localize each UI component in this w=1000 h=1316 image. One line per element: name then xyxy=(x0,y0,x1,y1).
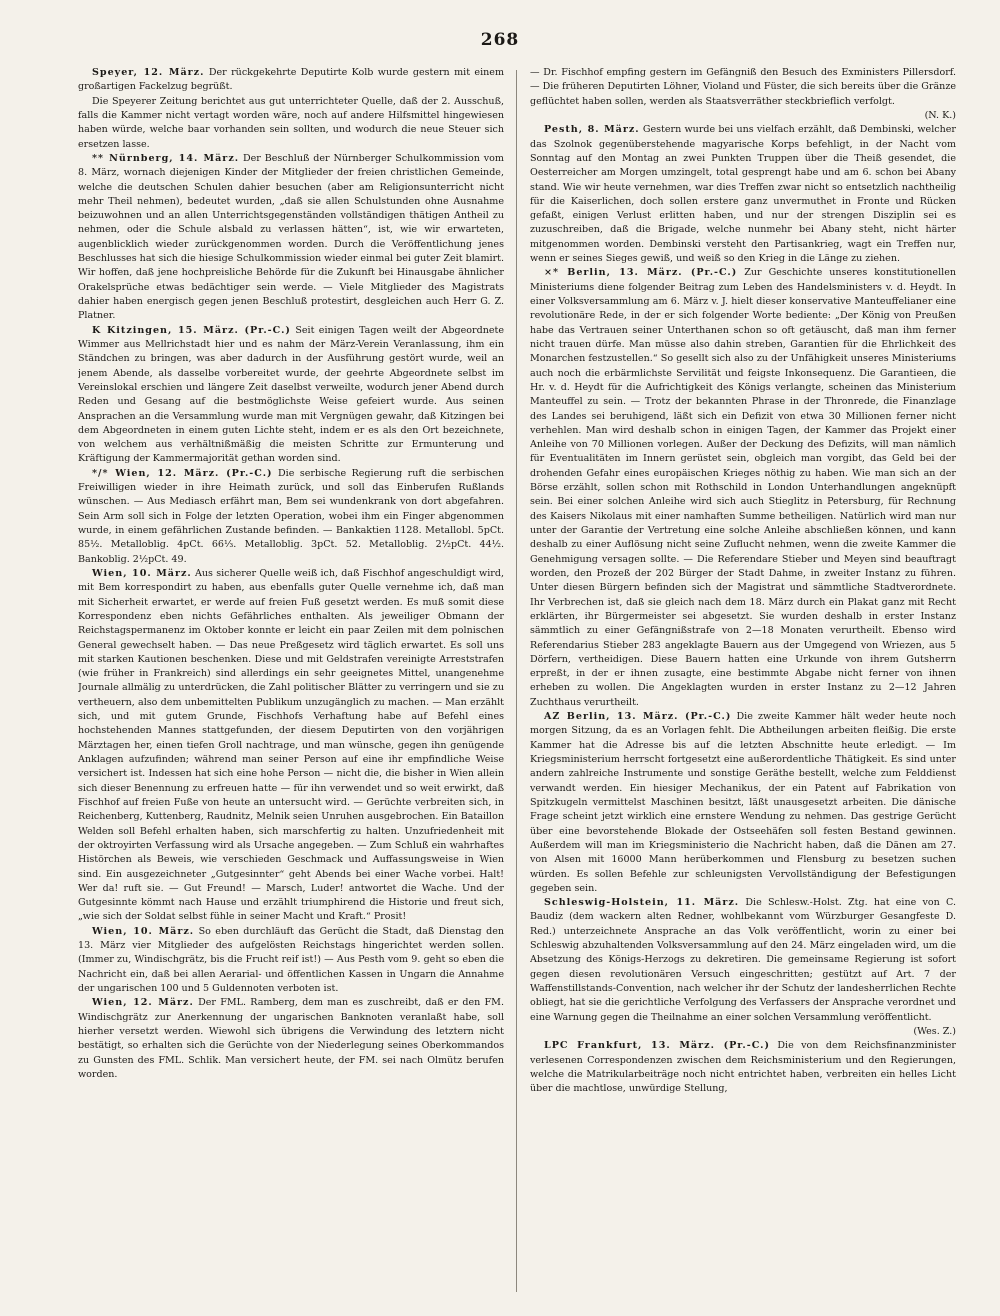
article-text: So eben durchläuft das Gerücht die Stadt, daß Dienstag den 13. März vier Mitglieder des aufgelösten Reichstags hingerichtet werden sollen. (Immer zu, Windischgrätz, bis die Frucht reif ist!) — Aus Pesth vom 9. geht so eben die Nachricht ein, daß bei allen Aerarial- und öffentlichen Kassen in Ungarn die Annahme der ungarischen 100 und 5 Guldennoten verboten ist. xyxy=(78,925,504,994)
article-columns xyxy=(78,66,956,1296)
news-item xyxy=(78,567,504,925)
news-item xyxy=(530,266,956,710)
dateline: ×* Berlin, 13. März. (Pr.-C.) xyxy=(544,267,738,279)
page-number: 268 xyxy=(480,30,520,50)
news-item xyxy=(530,66,956,109)
dateline: Schleswig-Holstein, 11. März. xyxy=(544,897,740,909)
dateline: LPC Frankfurt, 13. März. (Pr.-C.) xyxy=(544,1040,770,1052)
news-item xyxy=(78,324,504,467)
news-item xyxy=(78,152,504,324)
news-item xyxy=(78,996,504,1082)
dateline: Pesth, 8. März. xyxy=(544,124,640,136)
dateline: ** Nürnberg, 14. März. xyxy=(92,152,240,164)
column-divider xyxy=(516,70,517,1292)
article-text: — Dr. Fischhof empfing gestern im Gefängniß den Besuch des Exministers Pillersdorf. — Die früheren Deputirten Löhner, Violand und Füster, die sich bereits über die Gränze geflüchtet haben sollen, werden als Staatsverräther steckbrieflich verfolgt. xyxy=(530,67,956,107)
article-text: Die serbische Regierung ruft die serbischen Freiwilligen wieder in ihre Heimath zurück, und soll das Einberufen Rußlands wünschen. — Aus Mediasch erfährt man, Bem sei wundenkrank von dort abgefahren. Sein Arm soll sich in Folge der letzten Operation, wobei ihm ein Finger abgenommen wurde, in einem gefährlichen Zustande befinden. — Bankaktien 1128. Metallobl. 5pCt. 85½. Metalloblig. 4pCt. 66⅓. Metalloblig. 3pCt. 52. Metalloblig. 2½pCt. 44½. Bankoblig. 2½pCt. 49. xyxy=(78,467,504,565)
source-signature: (Wes. Z.) xyxy=(913,1025,956,1037)
dateline: Wien, 10. März. xyxy=(92,925,195,937)
article-text: Gestern wurde bei uns vielfach erzählt, daß Dembinski, welcher das Szolnok gegenüberstehende magyarische Korps befehligt, in der Nacht vom Sonntag auf den Montag an zwei Punkten Truppen über die Theiß gesendet, die Oesterreicher am Morgen umzingelt, total gesprengt habe und am 6. schon bei Abany stand. Wie wir heute vernehmen, war dies Treffen zwar nicht so entsetzlich nachtheilig für die Kaiserlichen, doch sollen erstere ganz unvermuthet in Fronte und Rücken gefaßt, einigen Verlust erlitten haben, und nur der strengen Disziplin sei es zuzuschreiben, daß die Brigade, welche nunmehr bei Abany steht, nicht härter mitgenommen worden. Dembinski versteht den Partisankrieg, wagt ein Treffen nur, wenn er seines Sieges gewiß, und weiß so den Krieg in die Länge zu ziehen. xyxy=(530,124,956,265)
news-item xyxy=(530,710,956,896)
news-item xyxy=(78,95,504,152)
dateline: */* Wien, 12. März. (Pr.-C.) xyxy=(92,467,273,479)
news-item xyxy=(530,896,956,1025)
source-signature: (N. K.) xyxy=(924,109,956,121)
article-text: Seit einigen Tagen weilt der Abgeordnete Wimmer aus Mellrichstadt hier und es nahm der März-Verein Veranlassung, ihm ein Ständchen zu bringen, was aber dadurch in der Ausführung gestört wurde, weil an jenem Abende, als dasselbe vorbereitet wurde, der geehrte Abgeordnete selbst im Vereinslokal erschien und längere Zeit daselbst verweilte, wodurch jener Abend durch Reden und Gesang auf die bestmöglichste Weise gefeiert wurde. Aus seinen Ansprachen an die Versammlung wurde man mit Vergnügen gewahr, daß Kitzingen bei dem Abgeordneten in einem guten Lichte steht, indem er es als den Ort bezeichnete, von welchem aus verhältnißmäßig die meisten Schritte zur Ermunterung und Kräftigung der Kammermajorität gethan worden sind. xyxy=(78,324,504,465)
article-text: Die Schlesw.-Holst. Ztg. hat eine von C. Baudiz (dem wackern alten Redner, wohlbekannt vom Würzburger Gesangfeste D. Red.) unterzeichnete Ansprache an das Volk veröffentlicht, worin zu einer bei Schleswig abzuhaltenden Volksversammlung auf den 24. März eingeladen wird, um die Absetzung des Königs-Herzogs zu dekretiren. Die gemeinsame Regierung ist sofort gegen diesen revolutionären Versuch eingeschritten; gestützt auf Art. 7 der Waffenstillstands-Convention, nach welcher ihr der Schutz der landesherrlichen Rechte obliegt, hat sie die gerichtliche Verfolgung des Verfassers der Ansprache verordnet und eine Warnung gegen die Theilnahme an einer solchen Versammlung veröffentlicht. xyxy=(530,897,956,1023)
dateline: K Kitzingen, 15. März. (Pr.-C.) xyxy=(92,324,291,336)
article-text: Der FML. Ramberg, dem man es zuschreibt, daß er den FM. Windischgrätz zur Anerkennung der ungarischen Banknoten veranlaßt habe, soll hierher versetzt werden. Wiewohl sich übrigens die Verwindung des letztern nicht bestätigt, so erhalten sich die Gerüchte von der Niederlegung seines Oberkommandos zu Gunsten des FML. Schlik. Man versichert heute, der FM. sei nach Olmütz berufen worden. xyxy=(78,997,504,1080)
article-text: Die Speyerer Zeitung berichtet aus gut unterrichteter Quelle, daß der 2. Ausschuß, falls die Kammer nicht vertagt worden wäre, noch auf andere Hilfsmittel hingewiesen haben würde, welche baar vorhanden sein sollten, und wodurch die neue Steuer sich ersetzen lasse. xyxy=(78,95,504,150)
news-item xyxy=(78,925,504,997)
dateline: Speyer, 12. März. xyxy=(92,67,205,78)
article-text: Die zweite Kammer hält weder heute noch morgen Sitzung, da es an Vorlagen fehlt. Die Abtheilungen arbeiten fleißig. Die erste Kammer hat die Adresse bis auf die letzten Abschnitte heute erledigt. — Im Kriegsministerium herrscht fortgesetzt eine außerordentliche Thätigkeit. Es sind unter andern zahlreiche Instrumente und sonstige Geräthe bestellt, welche zum Felddienst verwandt werden. Ein hiesiger Mechanikus, der ein Patent auf Fabrikation von Spitzkugeln vermittelst Maschinen besitzt, läßt unausgesetzt arbeiten. Die dänische Frage scheint jetzt wirklich eine ernstere Wendung zu nehmen. Das gestrige Gerücht über eine bevorstehende Blokade der Ostseehäfen soll festen Bestand gewinnen. Außerdem will man im Kriegsministerio die Nachricht haben, daß die Dänen am 27. von Alsen mit 16000 Mann herüberkommen und Flensburg zu besetzen suchen würden. Es sollen Befehle zur schleunigsten Vervollständigung der Befestigungen gegeben sein. xyxy=(530,711,956,894)
right-column xyxy=(530,66,956,1296)
dateline: AZ Berlin, 13. März. (Pr.-C.) xyxy=(544,711,732,723)
news-item xyxy=(530,123,956,266)
article-text: Zur Geschichte unseres konstitutionellen Ministeriums diene folgender Beitrag zum Leben des Handelsministers v. d. Heydt. In einer Volksversammlung am 6. März v. J. hielt dieser konservative Manteuffelianer eine revolutionäre Rede, in der er sich folgender Worte bediente: „Der König von Preußen habe das Vertrauen seiner Unterthanen schon so oft getäuscht, daß man ihm ferner nicht trauen dürfe. Man müsse also dahin streben, Garantien für die Ehrlichkeit des Monarchen festzustellen.“ So gesellt sich also zu der Unfähigkeit unseres Ministeriums auch noch die erbärmlichste Servilität und feigste Inkonsequenz. Die Garantieen, die Hr. v. d. Heydt für die Aufrichtigkeit des Königs verlangte, scheinen das Ministerium Manteuffel zu sein. — Trotz der bekannten Phrase in der Thronrede, die Finanzlage des Landes sei beruhigend, läßt sich ein Defizit von etwa 30 Millionen ferner nicht verhehlen. Man wird deshalb schon in einigen Tagen, der Kammer das Projekt einer Anleihe von 70 Millionen vorlegen. Außer der Deckung des Defizits, will man nämlich für Eventualitäten im Innern gerüstet sein, obgleich man vorgibt, das Geld bei der drohenden Gefahr eines europäischen Krieges nöthig zu haben. Wie man sich an der Börse erzählt, sollen schon mit Rothschild in London Unterhandlungen angeknüpft sein. Bei einer solchen Anleihe wird sich auch Stieglitz in Petersburg, für Rechnung des Kaisers Nikolaus mit einer namhaften Summe betheiligen. Natürlich wird man nur unter der Garantie der Vertretung eine solche Anleihe abschließen können, und kann deshalb zu einer Auflösung nicht seine Zuflucht nehmen, wenn die zweite Kammer die Genehmigung versagen sollte. — Die Referendare Stieber und Meyen sind beauftragt worden, den Prozeß der 202 Bürger der Stadt Dahme, in zweiter Instanz zu führen. Unter diesen Bürgern befinden sich der Magistrat und sämmtliche Stadtverordnete. Ihr Verbrechen ist, daß sie gleich nach dem 18. März durch ein Plakat ganz mit Recht erklärten, ihr Bürgermeister sei abgesetzt. Sie wurden deshalb in erster Instanz sämmtlich zu einer Gefängnißstrafe von 2—18 Monaten verurtheilt. Ebenso wird Referendarius Stieber 283 angeklagte Bauern aus der Umgegend von Wriezen, aus 5 Dörfern, vertheidigen. Diese Bauern hatten eine Urkunde von ihrem Gutsherrn erpreßt, in der er ihnen zusagte, eine bestimmte Abgabe nicht ferner von ihnen erheben zu wollen. Die Angeklagten wurden in erster Instanz zu 2—12 Jahren Zuchthaus verurtheilt. xyxy=(530,267,956,708)
article-text: Der rückgekehrte Deputirte Kolb wurde gestern mit einem großartigen Fackelzug begrüßt. xyxy=(78,67,504,93)
article-text: Die von dem Reichsfinanzminister verlesenen Correspondenzen zwischen dem Reichsministerium und den Regierungen, welche die Matrikularbeiträge noch nicht entrichtet haben, verbreiten ein helles Licht über die machtlose, unwürdige Stellung, xyxy=(530,1040,956,1095)
news-item xyxy=(78,467,504,567)
dateline: Wien, 10. März. xyxy=(92,567,192,579)
left-column xyxy=(78,66,504,1296)
news-item xyxy=(530,1039,956,1096)
article-text: Der Beschluß der Nürnberger Schulkommission vom 8. März, wornach diejenigen Kinder der Mitglieder der freien christlichen Gemeinde, welche die deutschen Schulen dahier besuchen (aber am Religionsunterricht nicht mehr Theil nehmen), bedeutet wurden, „daß sie allen Schulstunden ohne Ausnahme beizuwohnen und an allen Unterrichtsgegenständen vollständigen thätigen Antheil zu nehmen, oder die Schule alsbald zu verlassen hätten“, ist, wie wir erwarteten, augenblicklich wieder zurückgenommen worden. Durch die Veröffentlichung jenes Beschlusses hat sich die hiesige Schulkommission wieder einmal bei guter Zeit blamirt. Wir hoffen, daß jene hochpreisliche Behörde für die Zukunft bei Hinausgabe ähnlicher Orakelsprüche etwas bedächtiger sein werde. — Viele Mitglieder des Magistrats dahier haben energisch gegen jenen Beschluß protestirt, desgleichen auch Herr G. Z. Platner. xyxy=(78,152,504,322)
dateline: Wien, 12. März. xyxy=(92,997,194,1009)
article-text: Aus sicherer Quelle weiß ich, daß Fischhof angeschuldigt wird, mit Bem korrespondirt zu haben, aus ebenfalls guter Quelle vernehme ich, daß man mit Sicherheit erwartet, er werde auf freien Fuß gesetzt werden. Es muß somit diese Korrespondenz eben nichts Gefährliches enthalten. Als jeweiliger Obmann der Reichstagspermanenz im Oktober konnte er leicht ein paar Zeilen mit dem polnischen General gewechselt haben. — Das neue Preßgesetz wird täglich erwartet. Es soll uns mit starken Kautionen beschenken. Diese und mit Geldstrafen vereinigte Arreststrafen (wie früher in Frankreich) sind allerdings ein sehr geeignetes Mittel, unangenehme Journale allmälig zu unterdrücken, die Zahl politischer Blätter zu verringern und sie zu vertheuern, also dem unbemittelten Publikum unzugänglich zu machen. — Man erzählt sich, und mit gutem Grunde, Fischhofs Verhaftung habe auf Befehl eines hochstehenden Mannes stattgefunden, der diesem Deputirten von den vorjährigen Märztagen her, einen tiefen Groll nachtrage, und man wünsche, gegen ihn genügende Anklagen aufzufinden; während man seiner Person auf eine ihr empfindliche Weise versichert ist. Indessen hat sich eine hohe Person — nicht die, die bisher in Wien allein sich dieser Benennung zu erfreuen hatte — für ihn verwendet und so weit erwirkt, daß Fischhof auf freien Fuße von heute an untersucht wird. — Gerüchte verbreiten sich, in Reichenberg, Kuttenberg, Raudnitz, Melnik seien Unruhen ausgebrochen. Ein Bataillon Welden soll Befehl erhalten haben, sich marschfertig zu halten. Unzufriedenheit mit der oktroyirten Verfassung wird als Ursache angegeben. — Zum Schluß ein wahrhaftes Histörchen als Beweis, wie verschieden Geschmack und Auffassungsweise in Wien sind. Ein ausgezeichneter „Gutgesinnter“ geht Abends bei einer Wache vorbei. Halt! Wer da! ruft sie. — Gut Freund! — Marsch, Luder! antwortet die Wache. Und der Gutgesinnte kömmt nach Hause und erzählt triumphirend die Historie und freut sich, „wie sich der Soldat selbst fühle in seiner Macht und Kraft.“ Prosit! xyxy=(78,567,504,923)
news-item xyxy=(78,66,504,95)
